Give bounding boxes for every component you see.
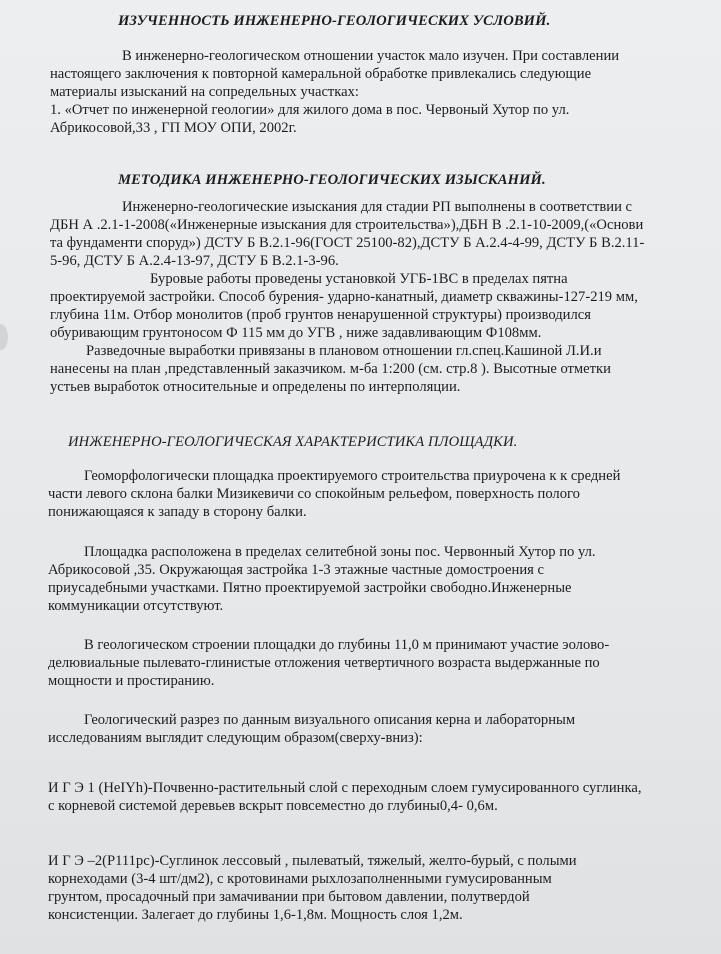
text-line: исследованиям выглядит следующим образом(сверху-вниз): [48, 730, 423, 746]
paragraph-ige1 [48, 779, 642, 815]
paragraph-location [48, 543, 596, 615]
paragraph-methodology [50, 198, 644, 396]
text-line: части левого склона балки Мизикевичи со спокойным рельефом, поверхность полого [48, 486, 580, 502]
text-line: Абрикосовой ,35. Окружающая застройка 1-3 этажные частные домостроения с [48, 562, 544, 578]
paragraph-study [50, 47, 619, 137]
text-line: нанесены на план ,представленный заказчиком. м-ба 1:200 (см. стр.8 ). Высотные отметки [50, 361, 611, 377]
text-line: устьев выработок относительные и определены по интерполяции. [50, 379, 461, 395]
text-line: понижающаяся к западу в сторону балки. [48, 504, 307, 520]
heading-site-characteristics: ИНЖЕНЕРНО-ГЕОЛОГИЧЕСКАЯ ХАРАКТЕРИСТИКА ПЛОЩАДКИ. [68, 434, 518, 450]
paragraph-geology [48, 636, 609, 690]
text-line: настоящего заключения к повторной камеральной обработке привлекались следующие [50, 66, 592, 82]
text-line: приусадебными участками. Пятно проектируемой застройки свободно.Инженерные [48, 580, 572, 596]
text-line: В геологическом строении площадки до глубины 11,0 м принимают участие эолово- [84, 637, 610, 653]
text-line: Инженерно-геологические изыскания для стадии РП выполнены в соответствии с [122, 199, 633, 215]
paragraph-geomorphology [48, 467, 620, 521]
paragraph-ige2 [48, 852, 577, 924]
text-line: Геологический разрез по данным визуального описания керна и лабораторным [84, 712, 576, 728]
text-line: консистенции. Залегает до глубины 1,6-1,8м. Мощность слоя 1,2м. [48, 907, 463, 923]
text-line: коммуникации отсутствуют. [48, 598, 224, 614]
paragraph-section [48, 711, 575, 747]
heading-study: ИЗУЧЕННОСТЬ ИНЖЕНЕРНО-ГЕОЛОГИЧЕСКИХ УСЛОВИЙ. [118, 13, 551, 29]
text-line: глубина 11м. Отбор монолитов (проб грунтов ненарушенной структуры) производился [50, 307, 591, 323]
text-line: проектируемой застройки. Способ бурения- ударно-канатный, диаметр скважины-127-219 мм, [50, 289, 638, 305]
text-line: материалы изысканий на сопредельных участках: [50, 84, 359, 100]
text-line: с корневой системой деревьев вскрыт повсеместно до глубины0,4- 0,6м. [48, 798, 498, 814]
text-line: И Г Э 1 (НеIYh)-Почвенно-растительный слой с переходным слоем гумусированного суглинка, [48, 780, 642, 796]
text-line: Площадка расположена в пределах селитебной зоны пос. Червонный Хутор по ул. [84, 544, 596, 560]
text-line: 1. «Отчет по инженерной геологии» для жилого дома в пос. Червоный Хутор по ул. [50, 102, 570, 118]
text-line: И Г Э –2(Р111рс)-Суглинок лессовый , пылеватый, тяжелый, желто-бурый, с полыми [48, 853, 577, 869]
text-line: Буровые работы проведены установкой УГБ-1ВС в пределах пятна [150, 271, 568, 287]
text-line: обуривающим грунтоносом Ф 115 мм до УГВ , ниже задавливающим Ф108мм. [50, 325, 542, 341]
text-line: та фундаменти споруд») ДСТУ Б В.2.1-96(ГОСТ 25100-82),ДСТУ Б А.2.4-4-99, ДСТУ Б В.2.11- [50, 235, 645, 251]
text-line: мощности и простиранию. [48, 673, 215, 689]
text-line: Разведочные выработки привязаны в плановом отношении гл.спец.Кашиной Л.И.и [86, 343, 602, 359]
heading-methodology: МЕТОДИКА ИНЖЕНЕРНО-ГЕОЛОГИЧЕСКИХ ИЗЫСКАНИЙ. [118, 172, 546, 188]
text-line: Геоморфологически площадка проектируемого строительства приурочена к к средней [84, 468, 621, 484]
text-line: грунтом, просадочный при замачивании при бытовом давлении, полутвердой [48, 889, 530, 905]
text-line: Абрикосовой,33 , ГП МОУ ОПИ, 2002г. [50, 120, 297, 136]
text-line: 5-96, ДСТУ Б А.2.4-13-97, ДСТУ Б В.2.1-3-96. [50, 253, 339, 269]
punch-hole [0, 324, 8, 350]
text-line: В инженерно-геологическом отношении участок мало изучен. При составлении [122, 48, 620, 64]
text-line: делювиальные пылевато-глинистые отложения четвертичного возраста выдержанные по [48, 655, 600, 671]
text-line: корнеходами (3-4 шт/дм2), с кротовинами рыхлозаполненными гумусированным [48, 871, 552, 887]
text-line: ДБН А .2.1-1-2008(«Инженерные изыскания для строительства»),ДБН В .2.1-10-2009,(«Основи [50, 217, 644, 233]
